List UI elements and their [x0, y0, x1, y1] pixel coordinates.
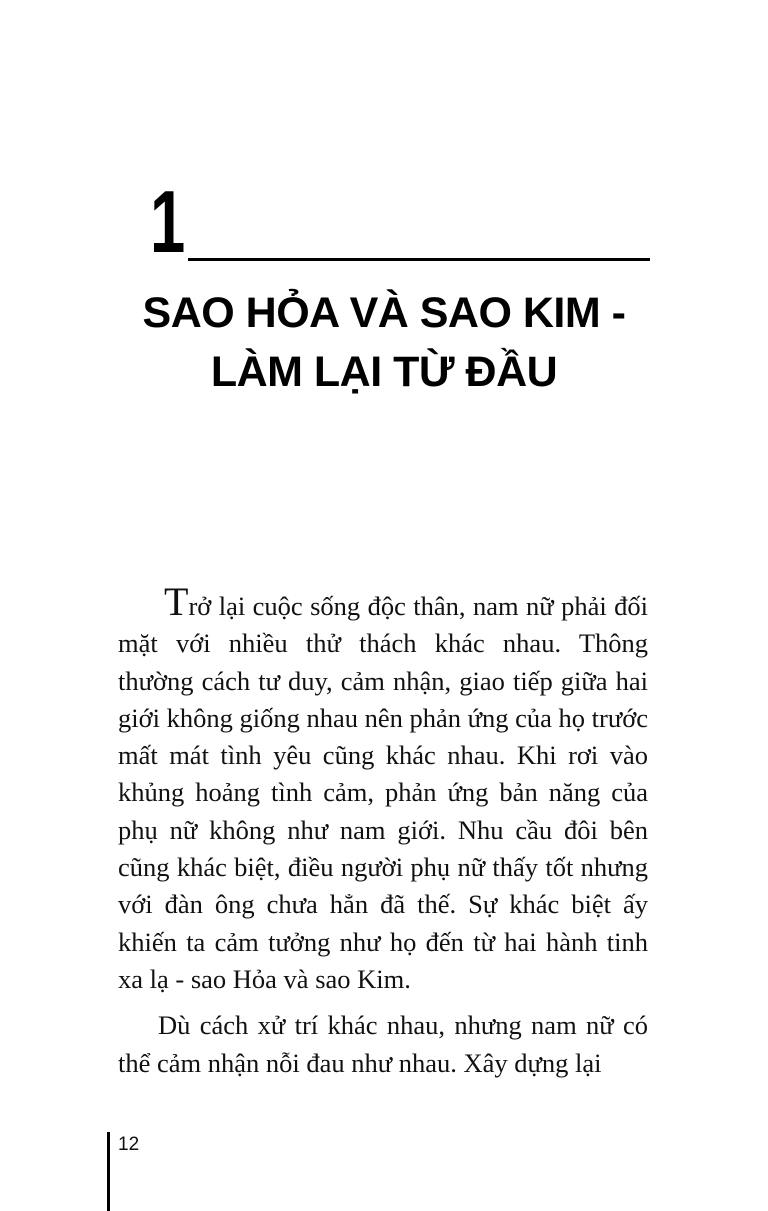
page-number-bar	[107, 1132, 110, 1211]
chapter-title-line-2: LÀM LẠI TỪ ĐẦU	[210, 348, 558, 396]
chapter-title-line-1: SAO HỎA VÀ SAO KIM -	[142, 289, 626, 337]
chapter-number: 1	[150, 172, 186, 271]
body-text	[118, 579, 648, 1082]
drop-cap: T	[164, 579, 189, 624]
paragraph-1	[118, 579, 648, 998]
page-number: 12	[118, 1134, 140, 1155]
paragraph-2: Dù cách xử trí khác nhau, nhưng nam nữ có thể cảm nhận nỗi đau như nhau. Xây dựng lại	[118, 1010, 648, 1078]
paragraph-1-text: rở lại cuộc sống độc thân, nam nữ phải đối mặt với nhiều thử thách khác nhau. Thông thường cách tư duy, cảm nhận, giao tiếp giữa hai giới không giống nhau nên phản ứng của họ trước mất mát tình yêu cũng khác nhau. Khi rơi vào khủng hoảng tình cảm, phản ứng bản năng của phụ nữ không như nam giới. Nhu cầu đôi bên cũng khác biệt, điều người phụ nữ thấy tốt nhưng với đàn ông chưa hẳn đã thế. Sự khác biệt ấy khiến ta cảm tưởng như họ đến từ hai hành tinh xa lạ - sao Hỏa và sao Kim.	[118, 591, 648, 994]
chapter-rule	[188, 258, 650, 261]
